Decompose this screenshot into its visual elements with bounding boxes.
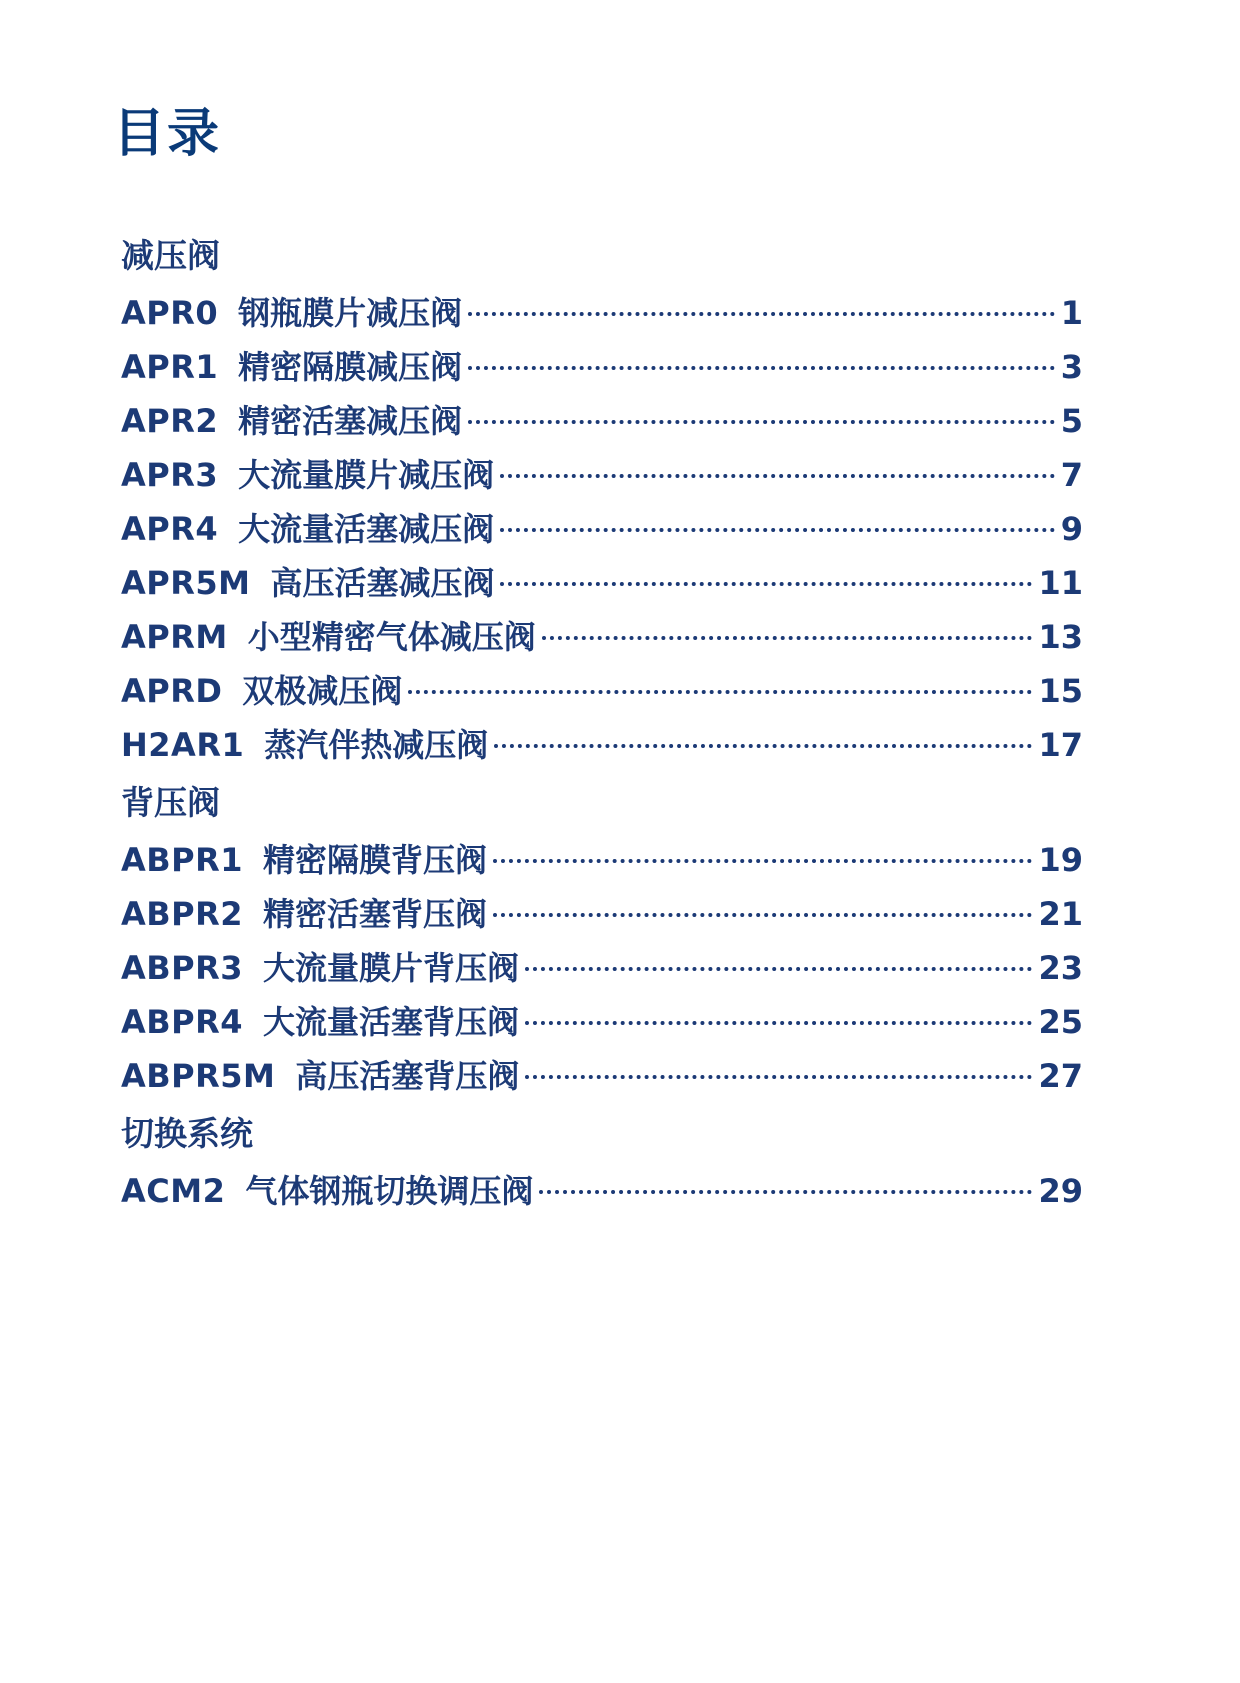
section-heading: 切换系统 bbox=[121, 1114, 253, 1153]
table-of-contents bbox=[121, 236, 1083, 1223]
toc-entry-abpr3[interactable] bbox=[121, 946, 1083, 1000]
dot-leader bbox=[525, 967, 1032, 971]
toc-entry-h2ar1[interactable] bbox=[121, 723, 1083, 777]
entry-page-number: 17 bbox=[1038, 726, 1083, 764]
entry-name: 精密隔膜减压阀 bbox=[238, 348, 463, 386]
toc-entry-apr1[interactable] bbox=[121, 345, 1083, 399]
toc-entry-apr5m[interactable] bbox=[121, 561, 1083, 615]
entry-name: 精密活塞背压阀 bbox=[263, 895, 488, 933]
toc-entry-apr3[interactable] bbox=[121, 453, 1083, 507]
dot-leader bbox=[494, 744, 1032, 748]
toc-section-back-pressure bbox=[121, 783, 1083, 1108]
entry-page-number: 27 bbox=[1038, 1057, 1083, 1095]
entry-name: 大流量膜片减压阀 bbox=[238, 456, 495, 494]
entry-code: APR1 bbox=[121, 348, 219, 386]
entry-page-number: 23 bbox=[1038, 949, 1083, 987]
toc-entry-abpr1[interactable] bbox=[121, 838, 1083, 892]
entry-code: ABPR2 bbox=[121, 895, 244, 933]
dot-leader bbox=[500, 582, 1032, 586]
entry-code: ABPR3 bbox=[121, 949, 244, 987]
entry-code: APR2 bbox=[121, 402, 219, 440]
entry-name: 大流量活塞背压阀 bbox=[263, 1003, 520, 1041]
entry-page-number: 9 bbox=[1060, 510, 1083, 548]
entry-name: 钢瓶膜片减压阀 bbox=[238, 294, 463, 332]
entry-name: 高压活塞减压阀 bbox=[270, 564, 495, 602]
dot-leader bbox=[500, 528, 1055, 532]
toc-entry-apr2[interactable] bbox=[121, 399, 1083, 453]
toc-section-changeover bbox=[121, 1114, 1083, 1223]
entry-name: 精密活塞减压阀 bbox=[238, 402, 463, 440]
toc-entry-acm2[interactable] bbox=[121, 1169, 1083, 1223]
dot-leader bbox=[408, 690, 1032, 694]
entry-code: APRM bbox=[121, 618, 228, 656]
entry-page-number: 29 bbox=[1038, 1172, 1083, 1210]
entry-page-number: 7 bbox=[1060, 456, 1083, 494]
dot-leader bbox=[468, 366, 1055, 370]
entry-code: ABPR1 bbox=[121, 841, 244, 879]
entry-page-number: 21 bbox=[1038, 895, 1083, 933]
toc-entry-aprm[interactable] bbox=[121, 615, 1083, 669]
dot-leader bbox=[468, 420, 1055, 424]
dot-leader bbox=[525, 1075, 1032, 1079]
entry-name: 气体钢瓶切换调压阀 bbox=[245, 1172, 534, 1210]
section-heading: 背压阀 bbox=[121, 783, 220, 822]
page-title: 目录 bbox=[113, 104, 222, 164]
dot-leader bbox=[493, 859, 1032, 863]
toc-section-pressure-reducing bbox=[121, 236, 1083, 777]
entry-page-number: 1 bbox=[1060, 294, 1083, 332]
entry-name: 大流量活塞减压阀 bbox=[238, 510, 495, 548]
entry-name: 高压活塞背压阀 bbox=[295, 1057, 520, 1095]
entry-code: APR5M bbox=[121, 564, 251, 602]
dot-leader bbox=[493, 913, 1032, 917]
entry-code: ACM2 bbox=[121, 1172, 226, 1210]
entry-code: APR0 bbox=[121, 294, 219, 332]
entry-page-number: 3 bbox=[1060, 348, 1083, 386]
entry-name: 双极减压阀 bbox=[242, 672, 403, 710]
dot-leader bbox=[525, 1021, 1032, 1025]
dot-leader bbox=[468, 312, 1055, 316]
dot-leader bbox=[500, 474, 1055, 478]
toc-entry-apr0[interactable] bbox=[121, 291, 1083, 345]
entry-page-number: 11 bbox=[1038, 564, 1083, 602]
dot-leader bbox=[539, 1190, 1032, 1194]
toc-entry-apr4[interactable] bbox=[121, 507, 1083, 561]
toc-entry-aprd[interactable] bbox=[121, 669, 1083, 723]
entry-code: ABPR4 bbox=[121, 1003, 244, 1041]
entry-name: 大流量膜片背压阀 bbox=[263, 949, 520, 987]
section-heading: 减压阀 bbox=[121, 236, 220, 275]
entry-name: 小型精密气体减压阀 bbox=[247, 618, 536, 656]
entry-page-number: 13 bbox=[1038, 618, 1083, 656]
entry-code: APR4 bbox=[121, 510, 219, 548]
entry-name: 精密隔膜背压阀 bbox=[263, 841, 488, 879]
entry-page-number: 25 bbox=[1038, 1003, 1083, 1041]
entry-code: H2AR1 bbox=[121, 726, 245, 764]
entry-code: APR3 bbox=[121, 456, 219, 494]
toc-entry-abpr4[interactable] bbox=[121, 1000, 1083, 1054]
entry-code: APRD bbox=[121, 672, 223, 710]
toc-entry-abpr2[interactable] bbox=[121, 892, 1083, 946]
entry-page-number: 19 bbox=[1038, 841, 1083, 879]
dot-leader bbox=[542, 636, 1033, 640]
entry-code: ABPR5M bbox=[121, 1057, 276, 1095]
entry-page-number: 5 bbox=[1060, 402, 1083, 440]
entry-page-number: 15 bbox=[1038, 672, 1083, 710]
toc-entry-abpr5m[interactable] bbox=[121, 1054, 1083, 1108]
entry-name: 蒸汽伴热减压阀 bbox=[264, 726, 489, 764]
